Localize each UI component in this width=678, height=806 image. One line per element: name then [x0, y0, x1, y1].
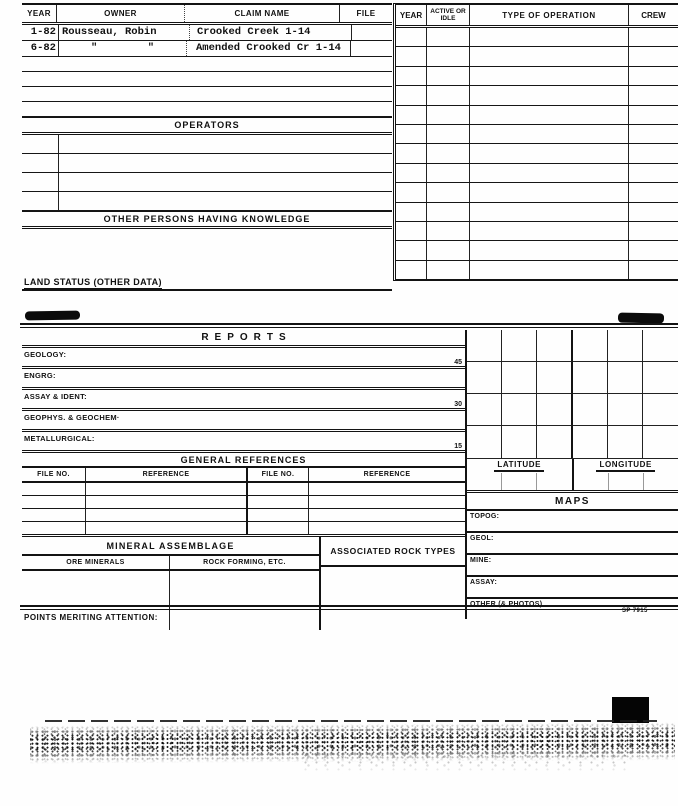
other-persons-section-title: OTHER PERSONS HAVING KNOWLEDGE [22, 211, 392, 229]
claim-name-value: Crooked Creek 1-14 [190, 25, 352, 40]
map-row-mine [467, 555, 678, 577]
scanner-noise-speckles [300, 752, 630, 774]
table-row [396, 203, 678, 222]
table-row [396, 125, 678, 144]
map-row-topog [467, 511, 678, 533]
table-row [22, 41, 392, 57]
coordinate-entry-boxes [467, 473, 678, 493]
mineral-assemblage-subheader [22, 556, 319, 571]
table-row [22, 57, 392, 72]
operators-section-title: OPERATORS [22, 117, 392, 135]
report-row-metallurgical [22, 432, 465, 453]
claims-table [22, 3, 392, 291]
associated-rock-types-title: ASSOCIATED ROCK TYPES [321, 537, 465, 567]
claim-year-value: 6-82 [22, 41, 59, 56]
table-row [22, 192, 392, 211]
table-row [396, 241, 678, 260]
table-row [22, 509, 465, 522]
report-row-assay [22, 390, 465, 411]
operations-header-year: YEAR [396, 5, 427, 25]
table-row [22, 173, 392, 192]
table-row [22, 522, 465, 534]
land-status-label: LAND STATUS (OTHER DATA) [24, 277, 162, 290]
gr-header-file-no-2: FILE NO. [248, 468, 309, 481]
coordinate-grid [467, 330, 678, 459]
claims-header-owner: OWNER [57, 5, 185, 22]
claims-header-claim-name: CLAIM NAME [185, 5, 340, 22]
operations-header-crew: CREW [641, 10, 666, 20]
table-row [396, 86, 678, 105]
table-row [396, 67, 678, 86]
claims-table-header [22, 5, 392, 25]
latitude-label: LATITUDE [494, 460, 544, 472]
table-row [396, 261, 678, 279]
longitude-label: LONGITUDE [596, 460, 655, 472]
table-row [396, 47, 678, 66]
card-bottom-rule [20, 605, 678, 610]
claim-owner-value: Rousseau, Robin [59, 25, 190, 40]
map-row-geol [467, 533, 678, 555]
ore-minerals-header: ORE MINERALS [22, 556, 170, 569]
report-label: ASSAY & IDENT: [24, 392, 87, 401]
report-row-geophys [22, 411, 465, 432]
margin-number: 30 [454, 401, 462, 408]
claim-file-value [352, 25, 392, 40]
general-references-header [22, 468, 465, 483]
table-row [396, 144, 678, 163]
table-row [22, 496, 465, 509]
claims-header-file: FILE [356, 9, 376, 18]
maps-title: MAPS [467, 493, 678, 511]
report-row-geology [22, 348, 465, 369]
gr-header-file-no: FILE NO. [22, 468, 86, 481]
report-label: ENGRG: [24, 371, 56, 380]
reports-panel [22, 330, 465, 630]
table-row [22, 483, 465, 496]
claim-name-value: Amended Crooked Cr 1-14 [187, 41, 351, 56]
table-row [396, 106, 678, 125]
reports-title: REPORTS [22, 330, 465, 348]
claim-year-value: 1-82 [22, 25, 59, 40]
coordinates-maps-panel [465, 330, 678, 619]
gr-header-reference: REFERENCE [86, 468, 248, 481]
table-row [396, 164, 678, 183]
table-row [22, 87, 392, 102]
ink-mark-right [618, 313, 664, 324]
section-divider-rule [20, 323, 678, 328]
table-row [22, 154, 392, 173]
operations-table-header [396, 5, 678, 28]
report-label: GEOPHYS. & GEOCHEM· [24, 413, 120, 422]
map-label: ASSAY: [470, 579, 498, 586]
operations-table [393, 3, 678, 281]
map-label: MINE: [470, 557, 492, 564]
gr-header-reference-2: REFERENCE [363, 471, 411, 478]
report-row-engrg [22, 369, 465, 390]
claim-file-value [351, 41, 392, 56]
report-label: METALLURGICAL: [24, 434, 95, 443]
ink-mark-left [25, 311, 80, 321]
rock-forming-header: ROCK FORMING, ETC. [203, 559, 286, 566]
table-row [22, 135, 392, 154]
table-row [22, 25, 392, 41]
map-label: TOPOG: [470, 513, 500, 520]
report-label: GEOLOGY: [24, 350, 67, 359]
coordinate-labels [467, 459, 678, 473]
operations-header-type: TYPE OF OPERATION [470, 5, 629, 25]
mineral-assemblage-title: MINERAL ASSEMBLAGE [22, 537, 319, 556]
table-row [396, 28, 678, 47]
margin-number: 45 [454, 359, 462, 366]
table-row [22, 72, 392, 87]
table-row [396, 183, 678, 202]
margin-number: 15 [454, 443, 462, 450]
claims-header-year: YEAR [22, 5, 57, 22]
general-references-table [22, 468, 465, 537]
table-row [396, 222, 678, 241]
map-row-assay [467, 577, 678, 599]
scan-artifact-line [45, 720, 657, 722]
map-label: OTHER (& PHOTOS) [470, 601, 543, 608]
table-row [22, 102, 392, 117]
form-number: SP 7915 [622, 608, 648, 614]
points-meriting-attention-label: POINTS MERITING ATTENTION: [24, 613, 158, 622]
operations-header-active-or-idle: ACTIVE OR IDLE [427, 5, 470, 25]
general-references-title: GENERAL REFERENCES [22, 453, 465, 468]
claim-owner-ditto: " " [59, 41, 187, 56]
associated-rock-types-column [321, 537, 465, 630]
map-label: GEOL: [470, 535, 494, 542]
